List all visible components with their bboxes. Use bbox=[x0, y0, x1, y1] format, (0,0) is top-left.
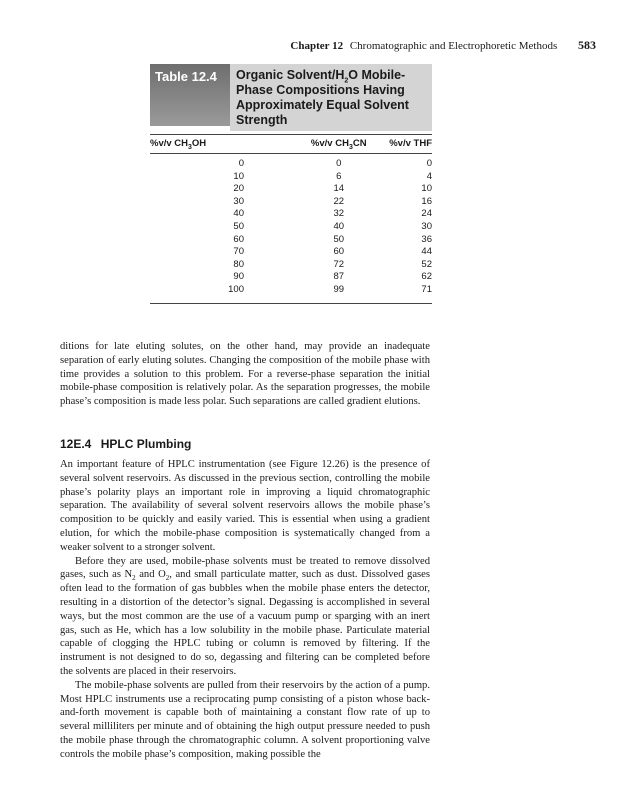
table-cell: 87 bbox=[333, 271, 345, 283]
table-cell: 30 bbox=[233, 195, 244, 207]
table-row bbox=[150, 259, 432, 272]
table-header-row bbox=[150, 135, 432, 154]
running-header bbox=[150, 38, 596, 53]
table-row bbox=[150, 183, 432, 196]
solvent-composition-table bbox=[150, 134, 432, 304]
table-caption-block bbox=[150, 64, 432, 131]
paragraph-continuation bbox=[60, 340, 430, 409]
paragraph: Before they are used, mobile-phase solvents must be treated to remove dissolved gases, such as $N_2$ and $O_2$, and small particulate matter, such as dust. Dissolved gases often lead to the formation of gas bubbles when the mobile phase enters the detector, resulting in a distortion of the detector’s signal. Degassing is accomplished in several ways, but the most common are the use of a vacuum pump or sparging with an inert gas, such as He, which has a low solubility in the mobile phase. Particulate material capable of clogging the HPLC tubing or column is removed by filtering. If the instrument is not designed to do so, degassing and filtering can be completed before the solvents are placed in their reservoirs. bbox=[60, 555, 431, 677]
section-body bbox=[60, 458, 430, 762]
table-cell: 60 bbox=[333, 246, 345, 258]
table-cell: 10 bbox=[233, 170, 244, 182]
table-cell: 40 bbox=[233, 208, 244, 220]
table-cell: 0 bbox=[426, 158, 432, 169]
table-row bbox=[150, 196, 432, 209]
chapter-title: Chromatographic and Electrophoretic Methods bbox=[349, 40, 558, 52]
table-cell: 70 bbox=[233, 246, 244, 258]
table-cell: 36 bbox=[421, 233, 432, 245]
table-cell: 16 bbox=[421, 195, 432, 207]
table-cell: 32 bbox=[333, 208, 345, 220]
paragraph: An important feature of HPLC instrumentation (see Figure 12.26) is the presence of several solvent reservoirs. As discussed in the previous section, controlling the mobile phase’s polarity plays an important role in improving a liquid chromatographic separation. The availability of several solvent reservoirs allows the mobile phase’s composition to be quickly and easily varied. This is essential when using a gradient elution, for which the mobile-phase composition is systematically changed from a weaker solvent to a stronger solvent. bbox=[60, 459, 430, 553]
table-row bbox=[150, 171, 432, 184]
table-cell: 20 bbox=[233, 183, 244, 195]
table-cell: 10 bbox=[421, 183, 432, 195]
table-cell: 90 bbox=[233, 271, 244, 283]
section-heading bbox=[60, 437, 191, 451]
table-row bbox=[150, 154, 432, 171]
table-row bbox=[150, 271, 432, 284]
table-row bbox=[150, 221, 432, 234]
table-cell: 44 bbox=[421, 246, 432, 258]
table-cell: 71 bbox=[421, 283, 432, 295]
table-cell: 6 bbox=[336, 170, 342, 182]
table-cell: 14 bbox=[333, 183, 345, 195]
table-row bbox=[150, 208, 432, 221]
table-cell: 22 bbox=[333, 195, 345, 207]
table-cell: 50 bbox=[333, 233, 345, 245]
table-caption bbox=[150, 64, 432, 131]
table-cell: 72 bbox=[333, 258, 345, 270]
table-cell: 80 bbox=[233, 258, 244, 270]
table-cell: 40 bbox=[333, 220, 345, 232]
column-header-thf: %v/v THF bbox=[376, 135, 433, 154]
page-number: 583 bbox=[578, 38, 596, 52]
table-cell: 0 bbox=[238, 158, 244, 169]
table-row bbox=[150, 234, 432, 247]
table-cell: 100 bbox=[228, 283, 244, 295]
column-header-ch3cn: %v/v $CH_3CN$ bbox=[302, 135, 376, 154]
column-header-ch3oh: %v/v $CH_3OH$ bbox=[150, 135, 302, 154]
section-title: HPLC Plumbing bbox=[100, 437, 192, 451]
table-cell: 99 bbox=[333, 283, 345, 295]
table-title-rest: Phase Compositions Having Approximately Equal Solvent Strength bbox=[236, 83, 409, 127]
table-cell: 24 bbox=[421, 208, 432, 220]
table-title: Organic Solvent/$H_2O$ Mobile- Phase Compositions Having Approximately Equal Solvent Strength bbox=[230, 64, 432, 131]
chapter-label: Chapter 12 bbox=[290, 40, 344, 52]
table-cell: 0 bbox=[336, 158, 342, 169]
section-number: 12E.4 bbox=[60, 437, 92, 451]
paragraph: ditions for late eluting solutes, on the other hand, may provide an inadequate separation of early eluting solutes. Changing the composition of the mobile phase with time provides a solution to this problem. For a reverse-phase separation the initial mobile-phase composition is relatively polar. As the separation progresses, the mobile phase’s composition is made less polar. Such separations are called gradient elutions. bbox=[60, 341, 430, 408]
table-cell: 60 bbox=[233, 233, 244, 245]
table-cell: 62 bbox=[421, 271, 432, 283]
table-cell: 4 bbox=[426, 170, 432, 182]
paragraph: The mobile-phase solvents are pulled from their reservoirs by the action of a pump. Most HPLC instruments use a reciprocating pump consisting of a piston whose back-and-forth movement is capable both of maintaining a constant flow rate of up to several milliliters per minute and of obtaining the high output pressure needed to push the mobile phase through the chromatographic column. A solvent proportioning valve controls the mobile phase’s composition, making possible the bbox=[60, 679, 430, 760]
table-cell: 52 bbox=[421, 258, 432, 270]
table-row bbox=[150, 284, 432, 297]
table-cell: 50 bbox=[233, 220, 244, 232]
table-label: Table 12.4 bbox=[150, 64, 230, 126]
table-row bbox=[150, 246, 432, 259]
table-cell: 30 bbox=[421, 220, 432, 232]
